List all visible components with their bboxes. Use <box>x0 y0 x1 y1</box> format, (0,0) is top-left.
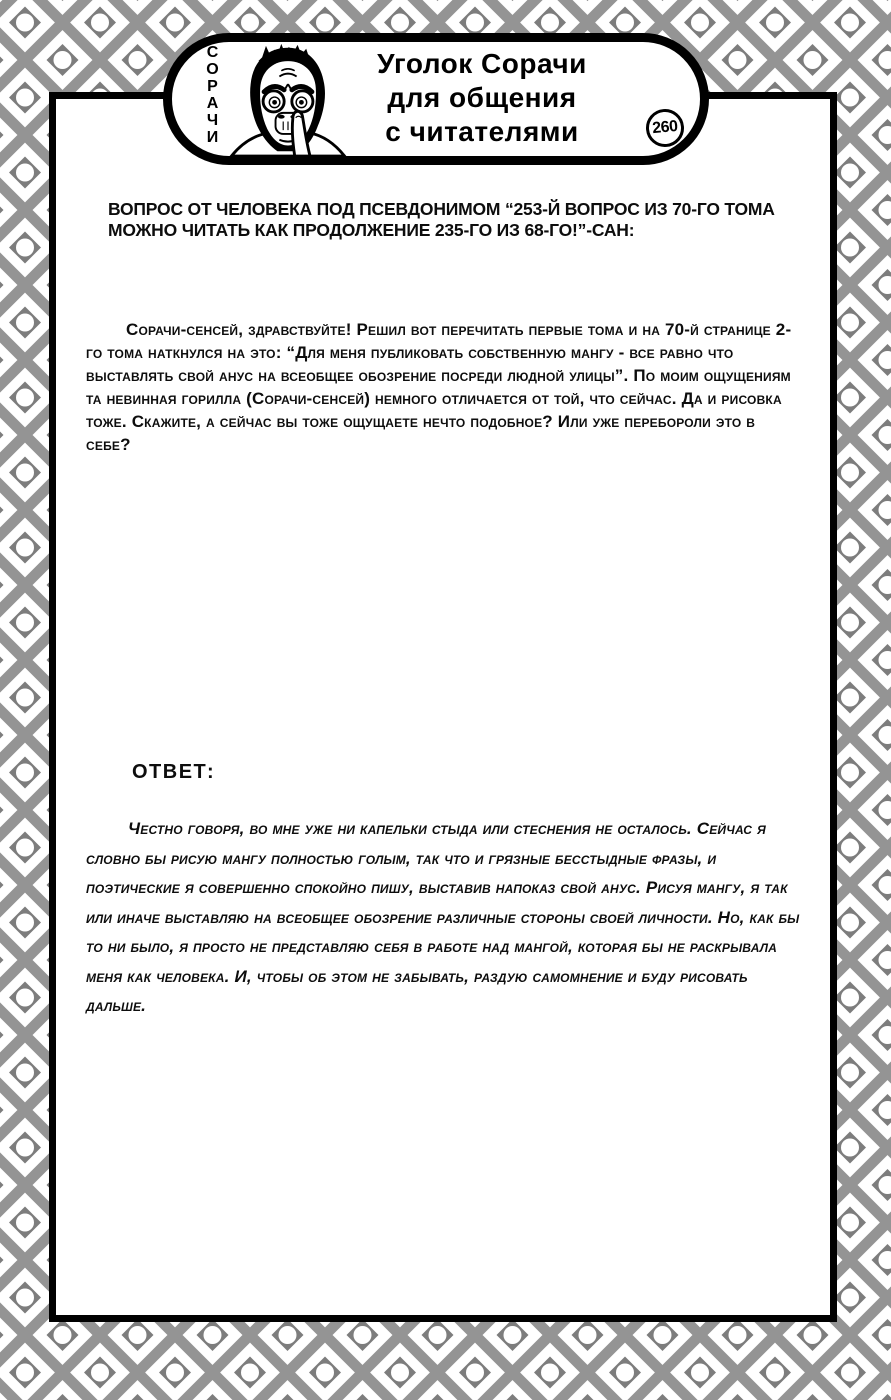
corner-title <box>332 47 632 149</box>
content-panel <box>49 92 837 1322</box>
corner-title-line-1: Уголок Сорачи <box>377 48 587 79</box>
vertical-series-label: СОРАЧИ <box>204 44 221 146</box>
chapter-number-badge: 260 <box>644 107 685 148</box>
question-body: Сорачи-сенсей, здравствуйте! Решил вот перечитать первые тома и на 70-й странице 2-го тома наткнулся на это: “Для меня публиковать собственную мангу - все равно что выставлять свой анус на всеобщее обозрение посреди людной улицы”. По моим ощущениям та невинная горилла (Сорачи-сенсей) немного отличается от той, что сейчас. Да и рисовка тоже. Скажите, а сейчас вы тоже ощущаете нечто подобное? Или уже перебороли это в себе? <box>86 320 792 454</box>
corner-title-line-3: с читателями <box>385 116 579 147</box>
answer-label: ОТВЕТ: <box>132 761 216 783</box>
question-intro: ВОПРОС ОТ ЧЕЛОВЕКА ПОД ПСЕВДОНИМОМ “253-Й ВОПРОС ИЗ 70-ГО ТОМА МОЖНО ЧИТАТЬ КАК ПРОДОЛЖЕНИЕ 235-ГО ИЗ 68-ГО!”-САН: <box>108 199 775 240</box>
header-pill <box>163 33 709 165</box>
gorilla-picking-nose-icon <box>228 42 348 156</box>
corner-title-line-2: для общения <box>387 82 577 113</box>
answer-body: Честно говоря, во мне уже ни капельки стыда или стеснения не осталось. Сейчас я словно бы рисую мангу полностью голым, так что и грязные бесстыдные фразы, и поэтические я совершенно спокойно пишу, выставив напоказ свой анус. Рисуя мангу, я так или иначе выставляю на всеобщее обозрение различные стороны своей личности. Но, как бы то ни было, я просто не представляю себя в работе над мангой, которая бы не раскрывала меня как человека. И, чтобы об этом не забывать, раздую самомнение и буду рисовать дальше. <box>86 819 800 1015</box>
